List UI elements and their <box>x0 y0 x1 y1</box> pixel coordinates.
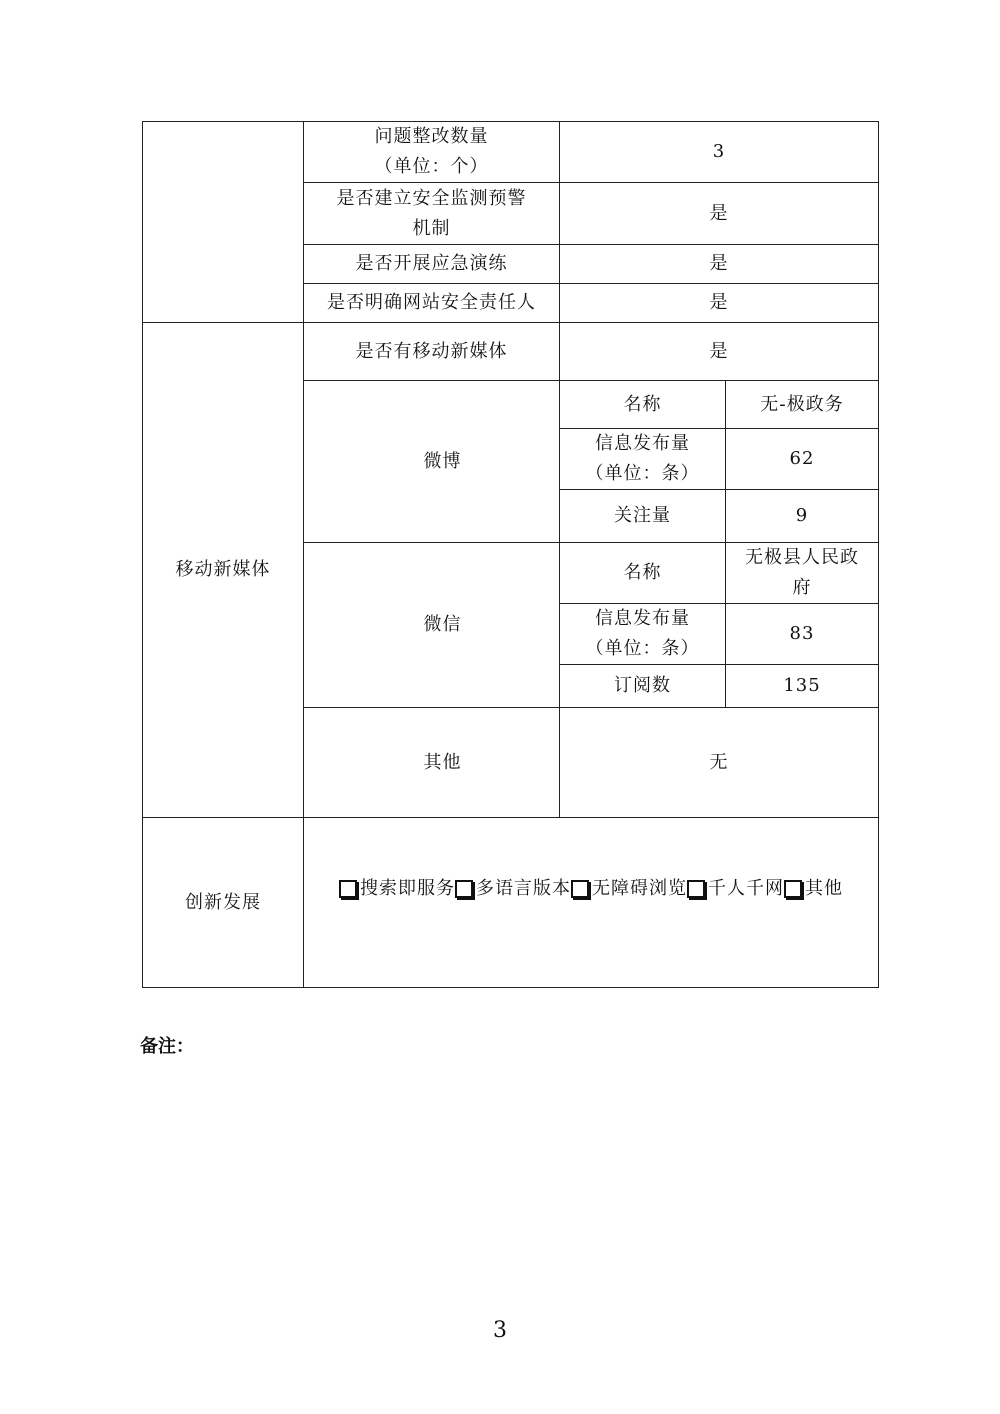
table-row <box>143 818 879 988</box>
table-row <box>143 122 879 183</box>
wechat-name-value: 无极县人民政 府 <box>726 543 879 604</box>
monitoring-mechanism-value: 是 <box>560 183 879 245</box>
page-number: 3 <box>493 1318 507 1343</box>
website-report-table <box>142 121 879 988</box>
checkbox-icon[interactable] <box>339 880 357 898</box>
innovation-options <box>308 874 874 904</box>
has-mobile-media-value: 是 <box>560 323 879 381</box>
checkbox-icon[interactable] <box>687 880 705 898</box>
emergency-drill-value: 是 <box>560 245 879 284</box>
option-multilingual[interactable]: 多语言版本 <box>455 874 571 904</box>
wechat-sub-value: 135 <box>726 665 879 708</box>
emergency-drill-label: 是否开展应急演练 <box>304 245 560 284</box>
wechat-name-label: 名称 <box>560 543 726 604</box>
weibo-follow-value: 9 <box>726 490 879 543</box>
wechat-count-label: 信息发布量 （单位：条） <box>560 604 726 665</box>
other-media-label: 其他 <box>304 708 560 818</box>
checkbox-icon[interactable] <box>571 880 589 898</box>
table-row <box>143 323 879 381</box>
security-owner-value: 是 <box>560 284 879 323</box>
option-accessibility[interactable]: 无障碍浏览 <box>571 874 687 904</box>
weibo-count-value: 62 <box>726 429 879 490</box>
issue-fix-count-label: 问题整改数量 （单位：个） <box>304 122 560 183</box>
wechat-sub-label: 订阅数 <box>560 665 726 708</box>
innovation-options-cell <box>304 818 879 988</box>
mobile-media-section-label: 移动新媒体 <box>143 323 304 818</box>
security-section-cell <box>143 122 304 323</box>
has-mobile-media-label: 是否有移动新媒体 <box>304 323 560 381</box>
weibo-count-label: 信息发布量 （单位：条） <box>560 429 726 490</box>
weibo-follow-label: 关注量 <box>560 490 726 543</box>
remarks-label: 备注： <box>140 1036 194 1057</box>
wechat-count-value: 83 <box>726 604 879 665</box>
option-other[interactable]: 其他 <box>784 874 843 904</box>
security-owner-label: 是否明确网站安全责任人 <box>304 284 560 323</box>
wechat-label: 微信 <box>304 543 560 708</box>
checkbox-icon[interactable] <box>784 880 802 898</box>
option-search-as-service[interactable]: 搜索即服务 <box>339 874 455 904</box>
weibo-name-value: 无-极政务 <box>726 381 879 429</box>
checkbox-icon[interactable] <box>455 880 473 898</box>
weibo-name-label: 名称 <box>560 381 726 429</box>
other-media-value: 无 <box>560 708 879 818</box>
issue-fix-count-value: 3 <box>560 122 879 183</box>
weibo-label: 微博 <box>304 381 560 543</box>
monitoring-mechanism-label: 是否建立安全监测预警 机制 <box>304 183 560 245</box>
option-personalized[interactable]: 千人千网 <box>687 874 784 904</box>
innovation-label: 创新发展 <box>143 818 304 988</box>
